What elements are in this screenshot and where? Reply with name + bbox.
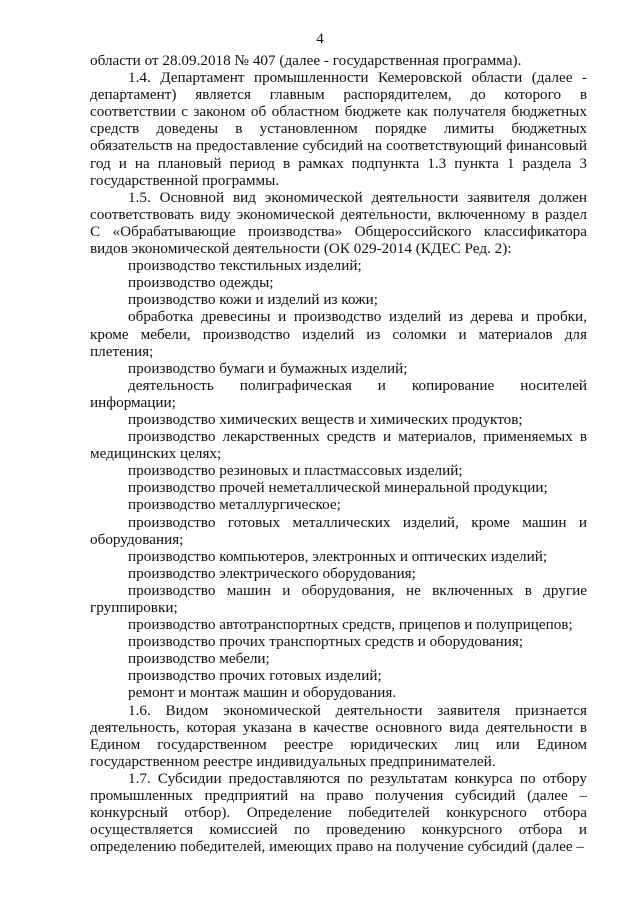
activity-item: производство текстильных изделий; bbox=[128, 257, 362, 275]
document-body bbox=[90, 52, 587, 855]
activity-item: производство бумаги и бумажных изделий; bbox=[128, 359, 408, 377]
activity-item: производство автотранспортных средств, прицепов и полуприцепов; bbox=[128, 616, 573, 634]
page-number: 4 bbox=[316, 31, 324, 47]
activity-item: производство лекарственных средств и материалов, применяемых в медицинских целях; bbox=[90, 428, 587, 463]
paragraph-1-6: 1.6. Видом экономической деятельности заявителя признается деятельность, которая указана в качестве основного вида деятельности в Едином государственном реестре юридических лиц или Едином государственном реестре индивидуальных предпринимателей. bbox=[90, 701, 587, 770]
activity-item: производство готовых металлических изделий, кроме машин и оборудования; bbox=[90, 513, 587, 548]
activity-item: обработка древесины и производство изделий из дерева и пробки, кроме мебели, производство изделий из соломки и материалов для плетения; bbox=[90, 308, 587, 360]
paragraph-1-4: 1.4. Департамент промышленности Кемеровской области (далее - департамент) является главным распорядителем, до которого в соответствии с законом об областном бюджете как получателя бюджетных средств доведены в установленном порядке лимиты бюджетных обязательств на предоставление субсидий на соответствующий финансовый год и на плановый период в рамках подпункта 1.3 пункта 1 раздела 3 государственной программы. bbox=[90, 69, 587, 189]
activity-item: деятельность полиграфическая и копирование носителей информации; bbox=[90, 376, 587, 411]
activity-item: производство компьютеров, электронных и оптических изделий; bbox=[128, 547, 548, 565]
activity-item: производство одежды; bbox=[128, 274, 274, 292]
activity-item: производство прочих готовых изделий; bbox=[128, 667, 382, 685]
activity-item: производство кожи и изделий из кожи; bbox=[128, 291, 378, 309]
activity-item: производство электрического оборудования; bbox=[128, 564, 416, 582]
paragraph-intro-tail: области от 28.09.2018 № 407 (далее - государственная программа). bbox=[90, 52, 522, 69]
activity-item: производство прочей неметаллической минеральной продукции; bbox=[128, 479, 548, 497]
paragraph-1-5: 1.5. Основной вид экономической деятельности заявителя должен соответствовать виду экономической деятельности, включенному в раздел C «Обрабатывающие производства» Общероссийского классификатора видов экономической деятельности (ОК 029-2014 (КДЕС Ред. 2): bbox=[90, 188, 587, 258]
activity-item: производство мебели; bbox=[128, 650, 270, 668]
activity-item: производство прочих транспортных средств и оборудования; bbox=[128, 633, 524, 651]
activity-item: производство резиновых и пластмассовых изделий; bbox=[128, 462, 463, 480]
activity-item: производство химических веществ и химических продуктов; bbox=[128, 410, 523, 428]
activity-item: производство машин и оборудования, не включенных в другие группировки; bbox=[90, 581, 587, 616]
paragraph-1-7: 1.7. Субсидии предоставляются по результатам конкурса по отбору промышленных предприятий на право получения субсидий (далее – конкурсный отбор). Определение победителей конкурсного отбора осуществляется комиссией по проведению конкурсного отбора и определению победителей, имеющих право на получение субсидий (далее – bbox=[90, 769, 587, 856]
activity-item: ремонт и монтаж машин и оборудования. bbox=[128, 684, 397, 702]
activity-list bbox=[90, 257, 587, 701]
activity-item: производство металлургическое; bbox=[128, 496, 341, 514]
